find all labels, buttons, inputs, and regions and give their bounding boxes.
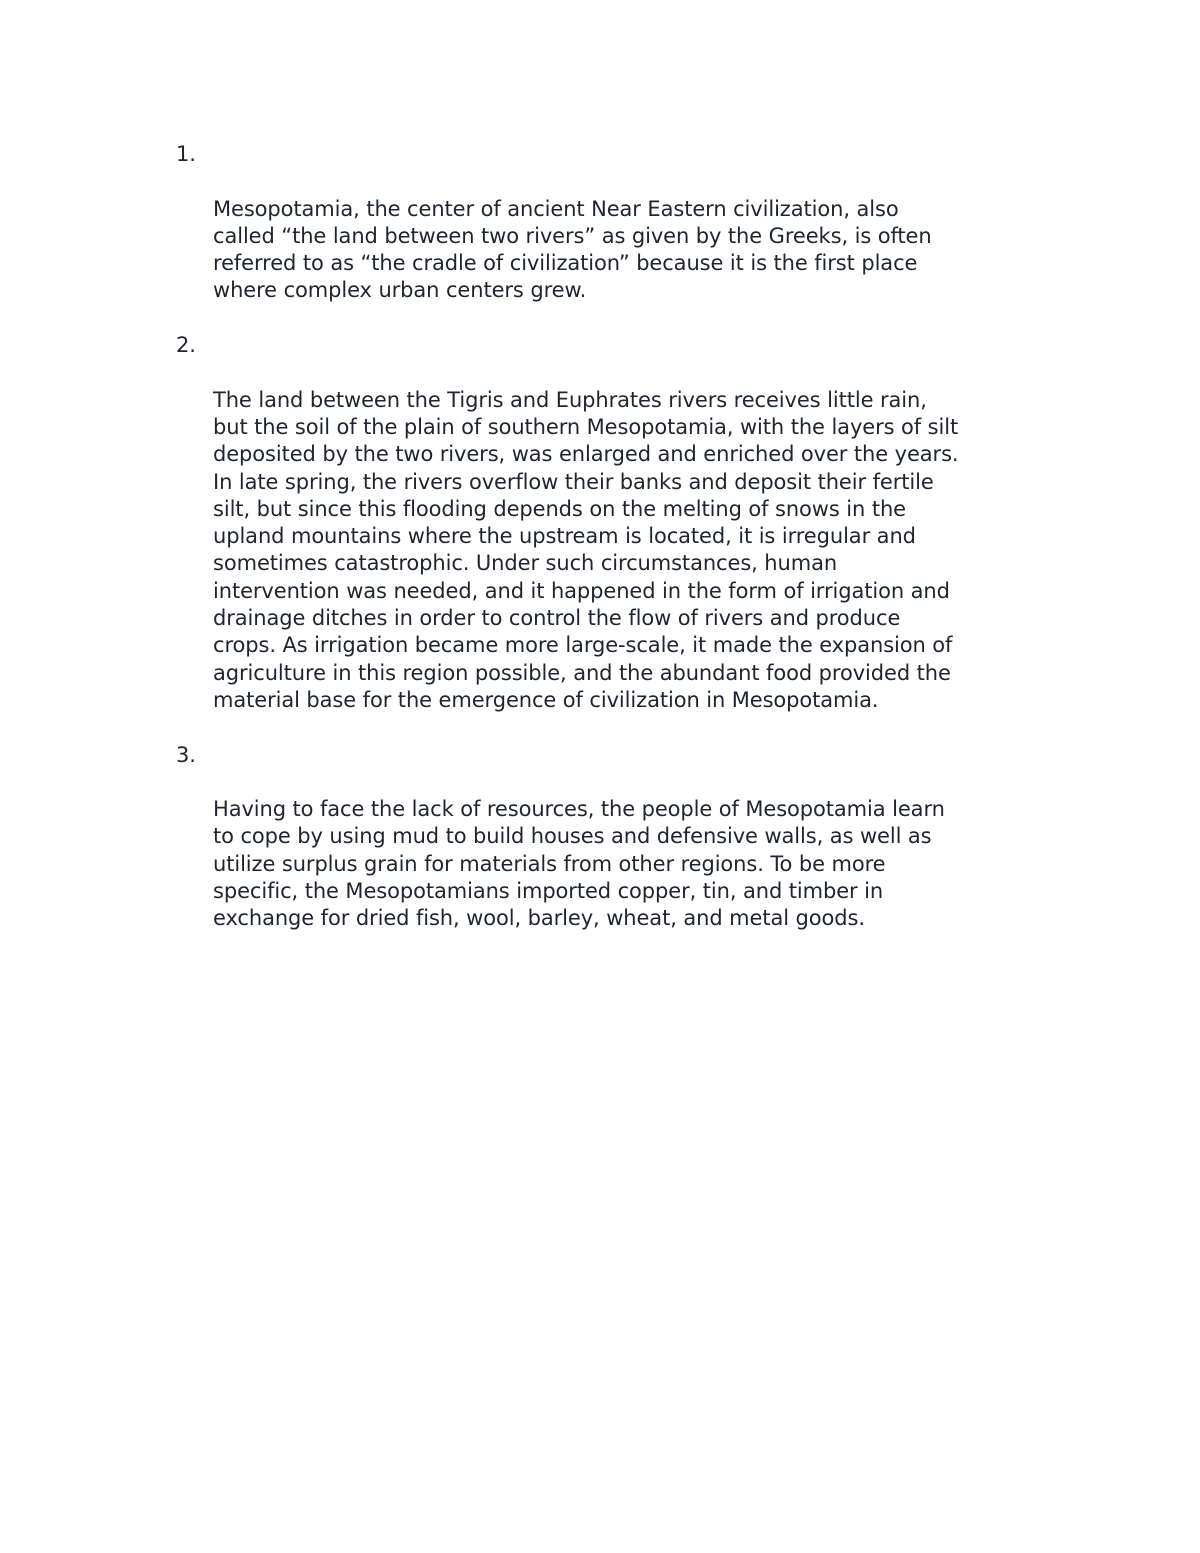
list-item-number: 1. — [176, 142, 196, 166]
list-item — [168, 141, 1068, 332]
list-item-number: 3. — [176, 742, 196, 767]
list-item-number: 2. — [176, 333, 196, 358]
list-item-text: Having to face the lack of resources, the people of Mesopotamia learn to cope by using mud to build houses and defensive walls, as well as utilize surplus grain for materials from other regions. To be more specific, the Mesopotamians imported copper, tin, and timber in exchange for dried fish, wool, barley, wheat, and metal goods. — [213, 797, 945, 931]
list-item-text: Mesopotamia, the center of ancient Near Eastern civilization, also called “the land between two rivers” as given by the Greeks, is often referred to as “the cradle of civilization” because it is the first place where complex urban centers grew. — [213, 196, 932, 303]
list-item — [168, 742, 1068, 960]
numbered-list — [168, 141, 1068, 960]
list-item — [168, 332, 1068, 741]
list-item-text: The land between the Tigris and Euphrates rivers receives little rain, but the soil of the plain of southern Mesopotamia, with the layers of silt deposited by the two rivers, was enlarged and enriched over the years. In late spring, the rivers overflow their banks and deposit their fertile silt, but since this flooding depends on the melting of snows in the upland mountains where the upstream is located, it is irregular and sometimes catastrophic. Under such circumstances, human intervention was needed, and it happened in the form of irrigation and drainage ditches in order to control the flow of rivers and produce crops. As irrigation became more large-scale, it made the expansion of agriculture in this region possible, and the abundant food provided the material base for the emergence of civilization in Mesopotamia. — [213, 387, 959, 712]
